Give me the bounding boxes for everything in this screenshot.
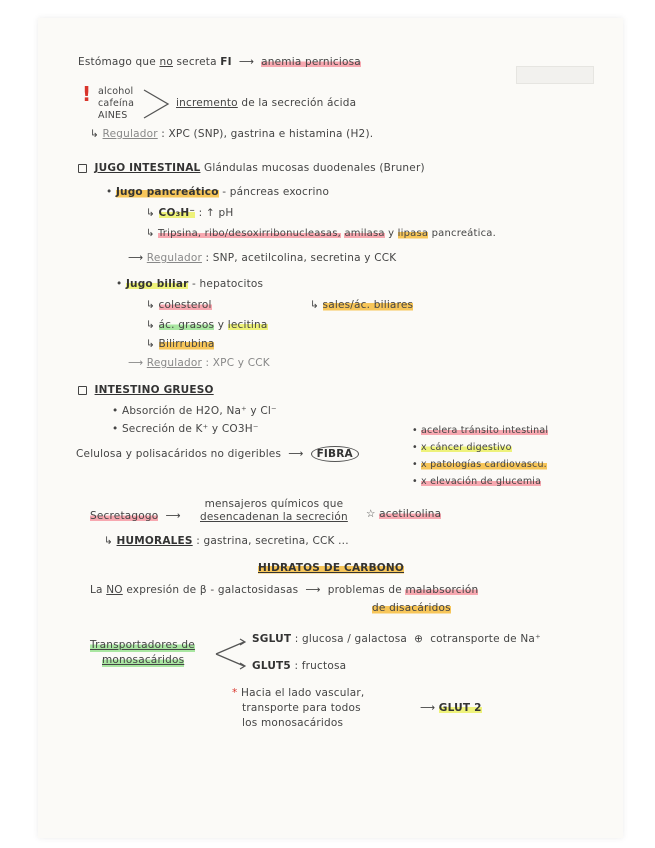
arrow-right-icon: ⟶ (128, 252, 147, 264)
text: y (217, 319, 225, 331)
text-bold: FI (220, 56, 232, 68)
heading: INTESTINO GRUESO (94, 384, 214, 396)
highlight-orange: Jugo pancreático (115, 186, 219, 198)
highlight-orange: lipasa (397, 228, 429, 239)
highlight-pink: acelera tránsito intestinal (421, 425, 549, 436)
list-item: • x patologías cardiovascu. (412, 459, 547, 470)
return-arrow-icon: ↳ (146, 207, 159, 219)
arrow-right-icon: ⟶ (420, 702, 439, 714)
heading-jugo-intestinal (78, 162, 425, 174)
checkbox-icon (78, 164, 87, 173)
line-humorales (104, 535, 349, 547)
line-secrecion (112, 423, 259, 435)
plus-circle-icon: ⊕ (410, 633, 427, 645)
line-galactosidasas (90, 584, 478, 596)
text: y (388, 228, 395, 239)
line-enzymes (146, 228, 496, 239)
arrow-right-icon: ⟶ (301, 584, 325, 596)
line-regulator-1 (90, 128, 373, 140)
text: Celulosa y polisacáridos no digeribles (76, 448, 282, 460)
line-co3h (146, 207, 233, 219)
bullet-icon: • (112, 405, 122, 417)
highlight-yellow: Jugo biliar (125, 278, 189, 290)
line-bilirrubina (146, 338, 214, 350)
text: La (90, 584, 103, 596)
highlight-orange: de disacáridos (372, 602, 451, 614)
arrow-right-icon: ⟶ (161, 510, 181, 522)
list-item: alcohol (98, 86, 134, 97)
highlight-green: monosacáridos (102, 654, 185, 666)
text: : gastrina, secretina, CCK ... (196, 535, 349, 547)
highlight-orange: x patologías cardiovascu. (421, 459, 547, 470)
text: : fructosa (294, 660, 347, 672)
text: Absorción de H2O, Na⁺ y Cl⁻ (121, 405, 277, 417)
exclamation-icon: ! (82, 82, 92, 106)
text-underlined: Regulador (102, 128, 158, 140)
line-celulosa (76, 446, 359, 462)
highlight-pink: acetilcolina (379, 508, 442, 520)
text-bold: SGLUT (252, 633, 292, 645)
bleed-through-label (516, 66, 594, 84)
line-jugo-pancreatico (106, 186, 329, 198)
highlight-pink: anemia perniciosa (261, 56, 361, 68)
highlight-orange: Bilirrubina (158, 338, 215, 350)
text: - hepatocitos (192, 278, 264, 290)
text: : XPC (SNP), gastrina e histamina (H2). (161, 128, 374, 140)
text-underlined: Regulador (146, 357, 202, 369)
highlight-green: ác. grasos (158, 319, 215, 331)
line-acetilcolina (366, 508, 441, 520)
checkbox-icon (78, 386, 87, 395)
text: : ↑ pH (198, 207, 234, 219)
text: : glucosa / galactosa (294, 633, 408, 645)
bullet-icon: • (112, 423, 122, 435)
brace-arrow-icon (142, 86, 172, 122)
star-icon: ☆ (366, 508, 380, 520)
text: Hacia el lado vascular, (241, 687, 365, 699)
transportadores-block (90, 638, 195, 668)
line-absorcion (112, 405, 277, 417)
list-item: cafeína (98, 98, 135, 109)
line-glut5 (252, 660, 346, 672)
highlight-orange: sales/ác. biliares (322, 299, 414, 311)
heading-intestino-grueso (78, 384, 214, 396)
text: transporte para todos (242, 702, 361, 714)
bullet-icon: • (116, 278, 126, 290)
text: mensajeros químicos que (204, 498, 344, 510)
highlight-yellow: x cáncer digestivo (421, 442, 512, 453)
highlight-green: Transportadores de (90, 639, 195, 651)
text: - páncreas exocrino (222, 186, 330, 198)
notebook-page (38, 18, 623, 838)
return-arrow-icon: ↳ (90, 128, 103, 140)
fibra-oval: FIBRA (311, 446, 359, 462)
line-colesterol (146, 299, 212, 311)
heading-hidratos (258, 562, 404, 574)
text-underlined: Regulador (146, 252, 202, 264)
glut2-block (232, 686, 364, 731)
asterisk-icon: * (232, 687, 241, 699)
line-secretagogo (90, 510, 181, 522)
text: los monosacáridos (242, 717, 344, 729)
line-regulator-2 (128, 252, 396, 264)
list-item (232, 686, 364, 701)
line-disacaridos (372, 602, 451, 614)
line-regulator-3 (128, 357, 270, 369)
highlight-pink: malabsorción (405, 584, 479, 596)
text: cotransporte de Na⁺ (430, 633, 541, 645)
line-glut2 (420, 702, 482, 714)
arrow-right-icon: ⟶ (284, 448, 308, 460)
text: Estómago que (78, 56, 156, 68)
text: Glándulas mucosas duodenales (Bruner) (204, 162, 425, 174)
text-underlined: no (159, 56, 173, 68)
list-item: AINES (98, 110, 128, 121)
line-jugo-biliar (116, 278, 263, 290)
irritants-list (98, 86, 134, 122)
arrow-right-icon: ⟶ (128, 357, 147, 369)
list-item: • x elevación de glucemia (412, 476, 542, 487)
return-arrow-icon: ↳ (146, 338, 159, 350)
text: expresión de β - galactosidasas (126, 584, 299, 596)
highlight-yellow: CO₃H⁻ (158, 207, 196, 219)
highlight-pink: Tripsina, ribo/desoxirribonucleasas, (157, 228, 342, 239)
heading: JUGO INTESTINAL (94, 162, 201, 174)
arrow-right-icon: ⟶ (235, 56, 258, 68)
highlight-yellow: lecitina (227, 319, 268, 331)
line-sglut (252, 633, 541, 645)
text-bold: GLUT5 (252, 660, 291, 672)
text: pancreática. (431, 228, 497, 239)
text: : XPC y CCK (205, 357, 270, 369)
highlight-pink: amilasa (344, 228, 385, 239)
text-underlined: incremento (176, 97, 238, 109)
list-item: • acelera tránsito intestinal (412, 425, 549, 436)
text-underlined: HUMORALES (116, 535, 193, 547)
mensajeros-block (200, 498, 348, 524)
return-arrow-icon: ↳ (146, 228, 158, 239)
text-underlined: desencadenan la secreción (200, 511, 348, 523)
text: : SNP, acetilcolina, secretina y CCK (205, 252, 397, 264)
highlight-yellow: GLUT 2 (438, 702, 482, 714)
heading: HIDRATOS DE CARBONO (258, 562, 405, 574)
return-arrow-icon: ↳ (146, 299, 159, 311)
highlight-pink: colesterol (158, 299, 212, 311)
highlight-pink: x elevación de glucemia (421, 476, 542, 487)
line-increment (176, 97, 356, 109)
list-item: • x cáncer digestivo (412, 442, 512, 453)
line-stomach-fi (78, 56, 361, 68)
text: de la secreción ácida (241, 97, 357, 109)
bullet-icon: • (106, 186, 116, 198)
text: Secreción de K⁺ y CO3H⁻ (121, 423, 259, 435)
line-ac-grasos (146, 319, 268, 331)
fibra-effects-list (412, 422, 548, 490)
text: problemas de (327, 584, 402, 596)
return-arrow-icon: ↳ (146, 319, 159, 331)
text: secreta (176, 56, 217, 68)
highlight-pink: Secretagogo (90, 510, 159, 522)
return-arrow-icon: ↳ (104, 535, 117, 547)
line-sales-biliares (310, 299, 413, 311)
text-underlined: NO (106, 584, 123, 596)
brace-arrow-icon (214, 636, 254, 670)
return-arrow-icon: ↳ (310, 299, 323, 311)
